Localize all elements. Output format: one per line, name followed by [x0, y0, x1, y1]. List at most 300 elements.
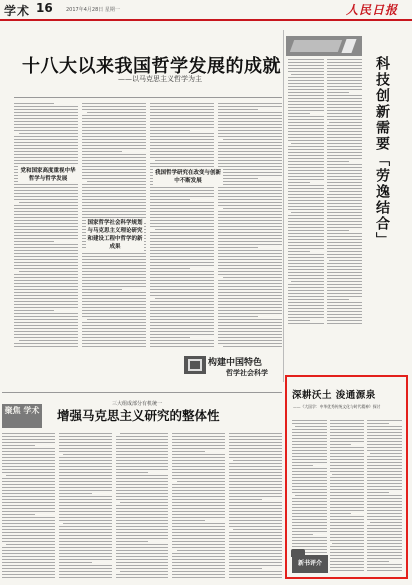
text-line	[288, 89, 324, 90]
text-line	[292, 525, 327, 526]
text-line	[2, 484, 55, 485]
text-line	[150, 157, 214, 158]
text-line	[2, 433, 55, 434]
text-line	[330, 456, 365, 457]
text-column	[218, 102, 282, 350]
text-line	[120, 571, 169, 572]
text-line	[330, 528, 365, 529]
text-line	[172, 520, 205, 521]
text-line	[14, 106, 78, 107]
text-line	[288, 167, 324, 168]
text-line	[370, 453, 402, 454]
text-line	[2, 457, 55, 458]
text-line	[229, 550, 282, 551]
text-line	[82, 322, 146, 323]
text-line	[14, 304, 78, 305]
text-line	[172, 574, 225, 575]
text-line	[292, 474, 327, 475]
text-line	[218, 148, 282, 149]
text-line	[172, 451, 205, 452]
text-column	[150, 102, 214, 350]
text-line	[59, 433, 112, 434]
text-line	[288, 260, 324, 261]
text-line	[218, 124, 282, 125]
text-line	[172, 538, 225, 539]
text-line	[327, 59, 363, 60]
publication-date: 2017年4月28日 星期一	[66, 7, 120, 13]
text-line	[19, 133, 78, 134]
text-line	[172, 460, 225, 461]
text-line	[288, 218, 324, 219]
text-line	[116, 466, 169, 467]
text-line	[327, 308, 363, 309]
right-vertical-headline[interactable]: 科技创新需要「劳逸结合」	[374, 56, 390, 248]
text-line	[327, 86, 363, 87]
text-line	[2, 568, 55, 569]
text-line	[2, 469, 55, 470]
text-line	[288, 107, 324, 108]
text-line	[2, 511, 55, 512]
text-line	[82, 103, 146, 104]
text-line	[14, 208, 78, 209]
text-line	[150, 109, 214, 110]
text-line	[327, 110, 363, 111]
text-line	[330, 423, 365, 424]
text-line	[288, 317, 324, 318]
text-line	[218, 256, 282, 257]
lead-headline[interactable]: 十八大以来我国哲学发展的成就	[22, 56, 281, 77]
text-line	[218, 190, 282, 191]
text-line	[19, 271, 78, 272]
text-line	[218, 175, 282, 176]
text-line	[288, 119, 324, 120]
text-line	[218, 283, 282, 284]
text-line	[292, 519, 327, 520]
text-line	[330, 459, 365, 460]
text-line	[59, 514, 112, 515]
text-line	[63, 454, 112, 455]
text-line	[292, 486, 327, 487]
text-line	[82, 331, 146, 332]
text-line	[82, 286, 146, 287]
text-line	[172, 457, 225, 458]
text-line	[150, 214, 214, 215]
text-line	[218, 211, 282, 212]
section-rule	[2, 392, 282, 393]
text-line	[288, 125, 324, 126]
text-line	[172, 547, 225, 548]
text-line	[2, 445, 35, 446]
text-line	[172, 484, 225, 485]
text-line	[59, 466, 112, 467]
text-line	[327, 71, 363, 72]
text-line	[218, 160, 282, 161]
text-line	[82, 157, 146, 158]
text-line	[367, 456, 402, 457]
text-line	[327, 290, 363, 291]
text-line	[292, 546, 327, 547]
text-line	[116, 574, 169, 575]
text-line	[288, 161, 324, 162]
text-line	[229, 559, 282, 560]
text-line	[288, 134, 324, 135]
text-line	[292, 477, 327, 478]
text-line	[82, 337, 146, 338]
text-line	[288, 80, 324, 81]
text-line	[327, 179, 363, 180]
text-line	[2, 493, 55, 494]
text-line	[150, 145, 214, 146]
text-line	[14, 265, 78, 266]
text-line	[327, 221, 363, 222]
text-line	[172, 490, 225, 491]
text-line	[14, 223, 78, 224]
text-line	[116, 496, 169, 497]
text-line	[330, 468, 365, 469]
text-line	[330, 462, 365, 463]
text-line	[367, 429, 402, 430]
text-line	[327, 230, 349, 231]
text-line	[327, 149, 363, 150]
text-line	[288, 230, 324, 231]
text-line	[327, 155, 363, 156]
text-line	[2, 526, 55, 527]
text-line	[288, 116, 324, 117]
text-column	[2, 432, 55, 580]
text-line	[87, 319, 146, 320]
text-line	[150, 130, 190, 131]
text-line	[367, 555, 402, 556]
text-line	[116, 508, 169, 509]
text-line	[82, 154, 146, 155]
text-line	[59, 535, 112, 536]
text-line	[172, 571, 225, 572]
text-line	[218, 304, 282, 305]
text-line	[218, 157, 282, 158]
text-line	[14, 115, 78, 116]
text-line	[330, 489, 365, 490]
text-line	[330, 510, 365, 511]
text-line	[150, 310, 214, 311]
text-line	[172, 502, 225, 503]
text-line	[150, 274, 214, 275]
text-line	[2, 478, 55, 479]
text-line	[82, 121, 146, 122]
text-line	[150, 163, 214, 164]
text-line	[150, 139, 214, 140]
text-line	[327, 320, 363, 321]
text-line	[2, 571, 55, 572]
text-line	[218, 340, 282, 341]
text-line	[150, 346, 214, 347]
text-line	[116, 475, 169, 476]
text-line	[327, 77, 363, 78]
text-line	[6, 475, 55, 476]
text-line	[2, 550, 55, 551]
text-line	[229, 562, 282, 563]
text-line	[330, 522, 365, 523]
text-line	[14, 241, 54, 242]
text-line	[116, 511, 169, 512]
text-line	[367, 435, 402, 436]
text-line	[288, 179, 324, 180]
text-line	[288, 206, 324, 207]
text-line	[87, 181, 146, 182]
text-line	[116, 529, 169, 530]
text-line	[327, 116, 363, 117]
text-line	[172, 499, 225, 500]
text-line	[229, 436, 282, 437]
text-line	[330, 516, 365, 517]
text-line	[330, 420, 365, 421]
text-line	[59, 511, 112, 512]
text-line	[59, 571, 112, 572]
text-line	[288, 275, 324, 276]
text-line	[292, 471, 327, 472]
text-line	[229, 553, 282, 554]
text-line	[292, 423, 327, 424]
text-line	[288, 200, 324, 201]
text-line	[229, 535, 282, 536]
text-line	[330, 492, 365, 493]
text-line	[172, 565, 225, 566]
text-line	[2, 502, 55, 503]
text-line	[229, 481, 282, 482]
text-line	[82, 301, 146, 302]
text-line	[218, 331, 282, 332]
text-line	[14, 256, 78, 257]
text-line	[367, 510, 402, 511]
text-line	[59, 448, 112, 449]
text-line	[177, 550, 226, 551]
text-line	[82, 328, 146, 329]
text-line	[229, 496, 282, 497]
text-line	[2, 523, 55, 524]
text-line	[367, 549, 402, 550]
text-column	[116, 432, 169, 580]
text-line	[172, 454, 225, 455]
text-line	[229, 577, 282, 578]
text-line	[295, 426, 327, 427]
text-line	[150, 121, 214, 122]
text-line	[288, 209, 324, 210]
text-line	[82, 271, 146, 272]
text-line	[288, 278, 324, 279]
text-line	[327, 194, 363, 195]
text-line	[288, 128, 324, 129]
text-line	[218, 334, 282, 335]
highlighted-review[interactable]	[285, 375, 408, 579]
text-line	[59, 502, 112, 503]
text-line	[82, 148, 146, 149]
text-line	[367, 513, 402, 514]
text-line	[292, 468, 327, 469]
text-line	[150, 148, 214, 149]
text-line	[229, 565, 282, 566]
text-line	[82, 346, 146, 347]
text-line	[82, 214, 146, 215]
text-line	[2, 553, 55, 554]
text-line	[2, 472, 55, 473]
text-line	[116, 523, 169, 524]
text-line	[116, 457, 169, 458]
text-line	[288, 155, 324, 156]
text-line	[150, 250, 214, 251]
text-line	[330, 531, 365, 532]
text-line	[229, 466, 282, 467]
text-line	[367, 561, 388, 562]
text-line	[229, 502, 282, 503]
text-line	[14, 145, 78, 146]
text-line	[327, 176, 363, 177]
text-line	[82, 115, 146, 116]
text-line	[332, 474, 364, 475]
text-line	[2, 559, 55, 560]
text-line	[292, 504, 327, 505]
text-line	[14, 118, 78, 119]
text-line	[218, 241, 282, 242]
text-line	[288, 320, 310, 321]
text-line	[330, 450, 365, 451]
text-line	[218, 112, 282, 113]
text-line	[172, 496, 225, 497]
text-line	[330, 426, 365, 427]
text-line	[14, 220, 78, 221]
text-line	[288, 227, 324, 228]
text-line	[150, 289, 214, 290]
banner-title: 构建中国特色	[208, 358, 263, 368]
text-line	[172, 433, 225, 434]
text-line	[292, 480, 327, 481]
text-line	[229, 463, 282, 464]
text-line	[288, 287, 324, 288]
text-line	[288, 233, 324, 234]
text-line	[327, 218, 363, 219]
text-line	[218, 268, 282, 269]
text-line	[2, 517, 55, 518]
text-line	[291, 212, 324, 213]
text-line	[327, 284, 363, 285]
text-line	[218, 166, 282, 167]
text-column	[229, 432, 282, 580]
text-line	[172, 517, 225, 518]
text-line	[367, 495, 402, 496]
text-line	[14, 337, 78, 338]
text-line	[218, 274, 282, 275]
text-line	[292, 513, 327, 514]
lower-headline[interactable]: 增强马克思主义研究的整体性	[57, 408, 220, 423]
lead-subheading: 国家哲学社会科学规划与马克思主义理论研究和建设工程中哲学的新成果	[87, 220, 143, 250]
text-line	[288, 185, 324, 186]
text-line	[150, 295, 214, 296]
lead-rule	[14, 97, 282, 98]
text-line	[229, 511, 282, 512]
text-line	[367, 501, 402, 502]
text-line	[82, 256, 146, 257]
text-line	[218, 235, 282, 236]
text-line	[59, 451, 112, 452]
review-badge: 新书评介	[292, 555, 328, 573]
text-line	[14, 163, 78, 164]
text-line	[2, 463, 55, 464]
text-line	[116, 526, 169, 527]
text-line	[327, 167, 363, 168]
text-line	[150, 106, 214, 107]
text-line	[229, 442, 282, 443]
text-line	[327, 257, 363, 258]
text-line	[327, 134, 363, 135]
text-line	[327, 248, 363, 249]
text-line	[14, 226, 78, 227]
text-line	[288, 269, 324, 270]
text-line	[367, 465, 402, 466]
text-line	[218, 103, 282, 104]
text-line	[150, 154, 214, 155]
text-line	[59, 469, 112, 470]
text-line	[14, 214, 78, 215]
text-line	[288, 101, 324, 102]
text-line	[2, 535, 55, 536]
text-line	[155, 160, 214, 161]
text-line	[172, 478, 225, 479]
text-line	[327, 89, 363, 90]
text-line	[2, 466, 55, 467]
text-line	[2, 499, 55, 500]
text-line	[82, 262, 146, 263]
text-line	[120, 502, 169, 503]
text-line	[14, 247, 78, 248]
text-line	[367, 471, 402, 472]
text-line	[82, 199, 146, 200]
text-line	[14, 121, 78, 122]
text-line	[14, 244, 78, 245]
text-line	[229, 505, 282, 506]
text-line	[218, 115, 282, 116]
text-line	[218, 250, 282, 251]
text-line	[292, 510, 327, 511]
text-line	[367, 531, 402, 532]
text-line	[218, 295, 282, 296]
text-line	[327, 158, 363, 159]
text-line	[218, 109, 258, 110]
text-line	[59, 562, 92, 563]
column-banner	[184, 354, 280, 380]
review-headline[interactable]: 深耕沃土 浚通源泉	[292, 390, 376, 401]
text-line	[292, 438, 327, 439]
text-line	[329, 122, 362, 123]
text-line	[82, 205, 146, 206]
text-line	[367, 552, 402, 553]
text-line	[218, 310, 282, 311]
text-line	[150, 301, 214, 302]
text-line	[82, 292, 146, 293]
text-line	[288, 215, 324, 216]
text-line	[330, 471, 365, 472]
text-line	[330, 534, 365, 535]
text-line	[229, 439, 282, 440]
text-line	[14, 322, 78, 323]
text-line	[82, 340, 146, 341]
text-line	[218, 106, 282, 107]
text-line	[150, 226, 214, 227]
text-line	[59, 496, 112, 497]
text-line	[288, 83, 324, 84]
text-line	[367, 516, 402, 517]
text-line	[330, 570, 365, 571]
text-line	[218, 178, 258, 179]
text-line	[330, 549, 365, 550]
text-line	[14, 334, 78, 335]
